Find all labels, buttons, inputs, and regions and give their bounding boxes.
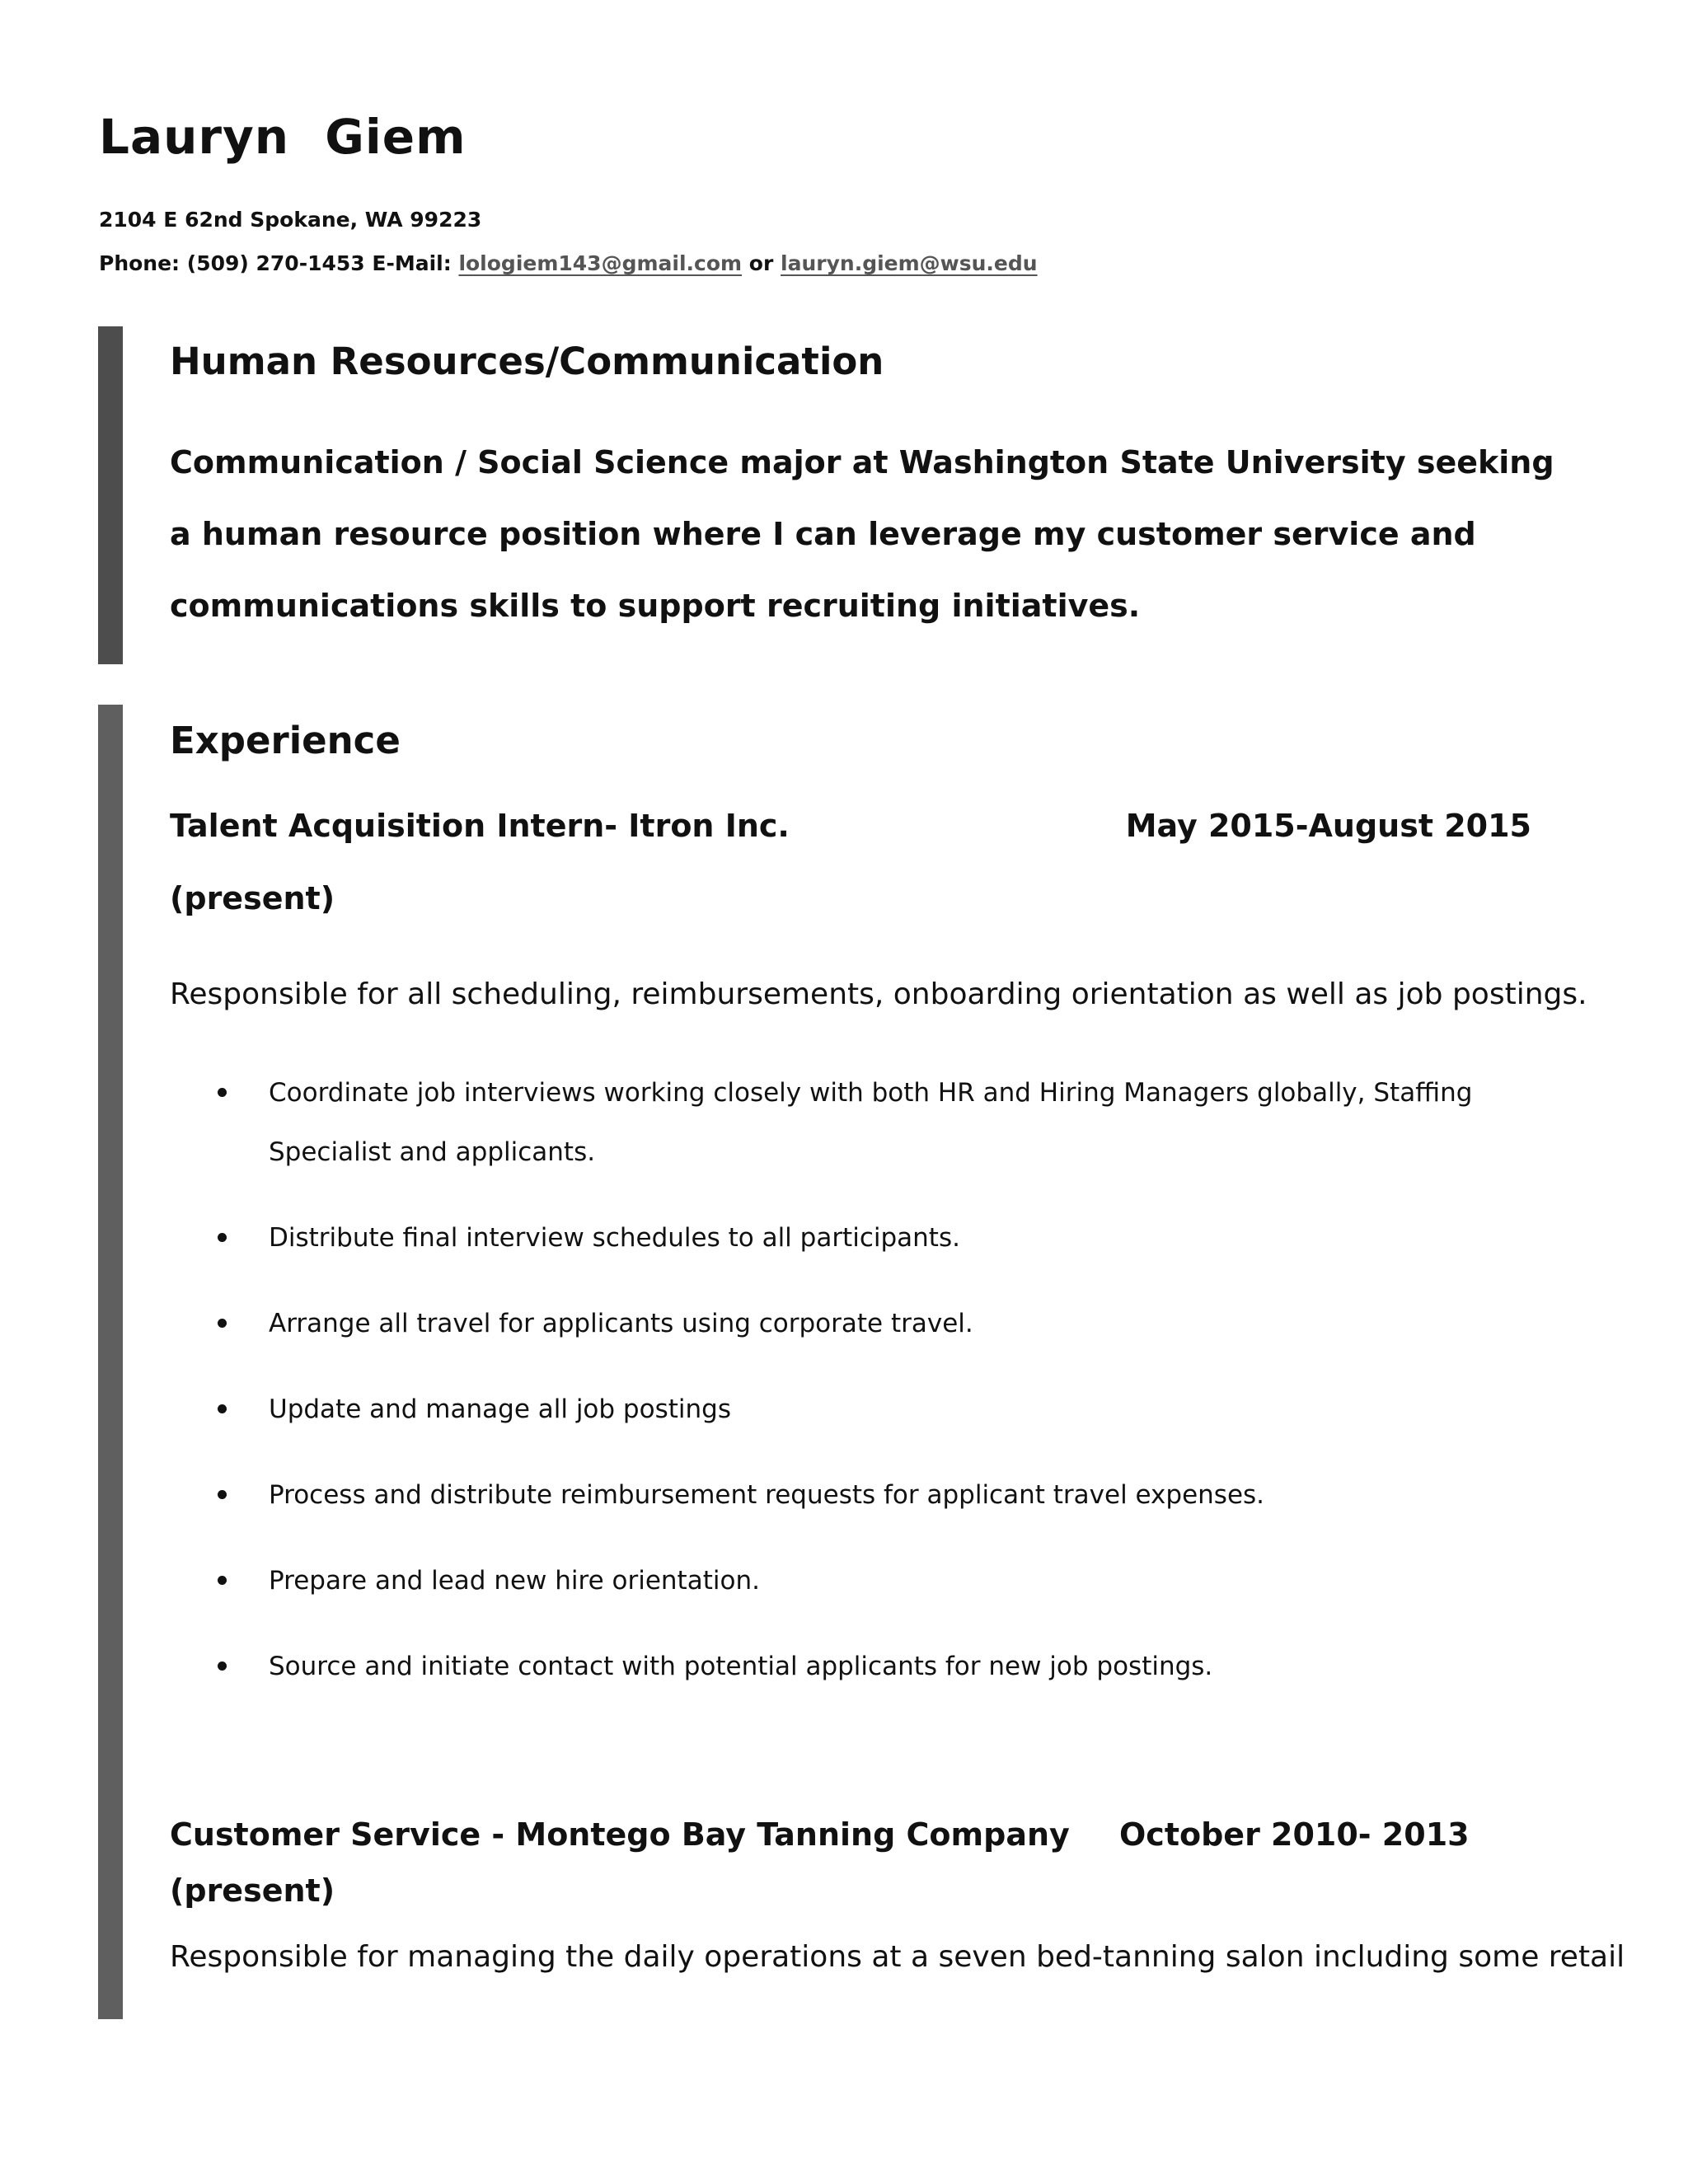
job-status: (present) bbox=[170, 1872, 335, 1909]
job-summary: Responsible for managing the daily operations at a seven bed-tanning salon including some retail bbox=[170, 1940, 1625, 1974]
bullet-icon bbox=[218, 1088, 227, 1097]
duty-text: Coordinate job interviews working closely with both HR and Hiring Managers globally, Staffing Specialist and applicants. bbox=[269, 1078, 1473, 1167]
email-link-primary[interactable]: lologiem143@gmail.com bbox=[458, 251, 743, 275]
objective-section-bar bbox=[98, 326, 123, 664]
email-link-secondary[interactable]: lauryn.giem@wsu.edu bbox=[781, 251, 1038, 275]
list-item bbox=[170, 1380, 1489, 1439]
bullet-icon bbox=[218, 1233, 227, 1242]
contact-line bbox=[99, 251, 1038, 275]
duty-text: Prepare and lead new hire orientation. bbox=[269, 1566, 760, 1596]
duty-text: Distribute final interview schedules to all participants. bbox=[269, 1223, 960, 1253]
bullet-icon bbox=[218, 1319, 227, 1328]
job-title: Customer Service - Montego Bay Tanning Company bbox=[170, 1816, 1070, 1853]
job-status: (present) bbox=[170, 880, 335, 916]
duty-text: Arrange all travel for applicants using corporate travel. bbox=[269, 1309, 973, 1338]
objective-title: Human Resources/Communication bbox=[170, 340, 884, 383]
bullet-icon bbox=[218, 1490, 227, 1499]
duty-text: Source and initiate contact with potential applicants for new job postings. bbox=[269, 1652, 1213, 1681]
candidate-name: Lauryn Giem bbox=[99, 109, 467, 165]
list-item bbox=[170, 1294, 1489, 1353]
address-line bbox=[99, 208, 481, 232]
job-dates: October 2010- 2013 bbox=[1119, 1816, 1470, 1853]
list-item bbox=[170, 1208, 1489, 1268]
list-item bbox=[170, 1551, 1489, 1610]
phone-label: Phone: bbox=[99, 251, 181, 275]
list-item bbox=[170, 1465, 1489, 1525]
experience-section-bar bbox=[98, 705, 123, 2019]
bullet-icon bbox=[218, 1576, 227, 1585]
duty-text: Process and distribute reimbursement requests for applicant travel expenses. bbox=[269, 1480, 1265, 1510]
job-title: Talent Acquisition Intern- Itron Inc. bbox=[170, 808, 790, 844]
duty-text: Update and manage all job postings bbox=[269, 1394, 731, 1424]
objective-text: Communication / Social Science major at Washington State University seeking a human resource position where I can leverage my customer service and communications skills to support recruiting initiatives. bbox=[170, 444, 1554, 624]
job-dates: May 2015-August 2015 bbox=[1125, 808, 1531, 844]
list-item bbox=[170, 1637, 1489, 1696]
list-item bbox=[170, 1063, 1489, 1182]
bullet-icon bbox=[218, 1661, 227, 1671]
email-separator: or bbox=[748, 251, 774, 275]
bullet-icon bbox=[218, 1404, 227, 1413]
experience-title: Experience bbox=[170, 719, 401, 762]
job-duties-list bbox=[170, 1063, 1489, 1722]
phone-number: (509) 270-1453 bbox=[186, 251, 365, 275]
address: 2104 E 62nd Spokane, WA 99223 bbox=[99, 208, 482, 232]
email-label: E-Mail: bbox=[372, 251, 452, 275]
job-summary: Responsible for all scheduling, reimbursements, onboarding orientation as well as job postings. bbox=[170, 977, 1587, 1011]
